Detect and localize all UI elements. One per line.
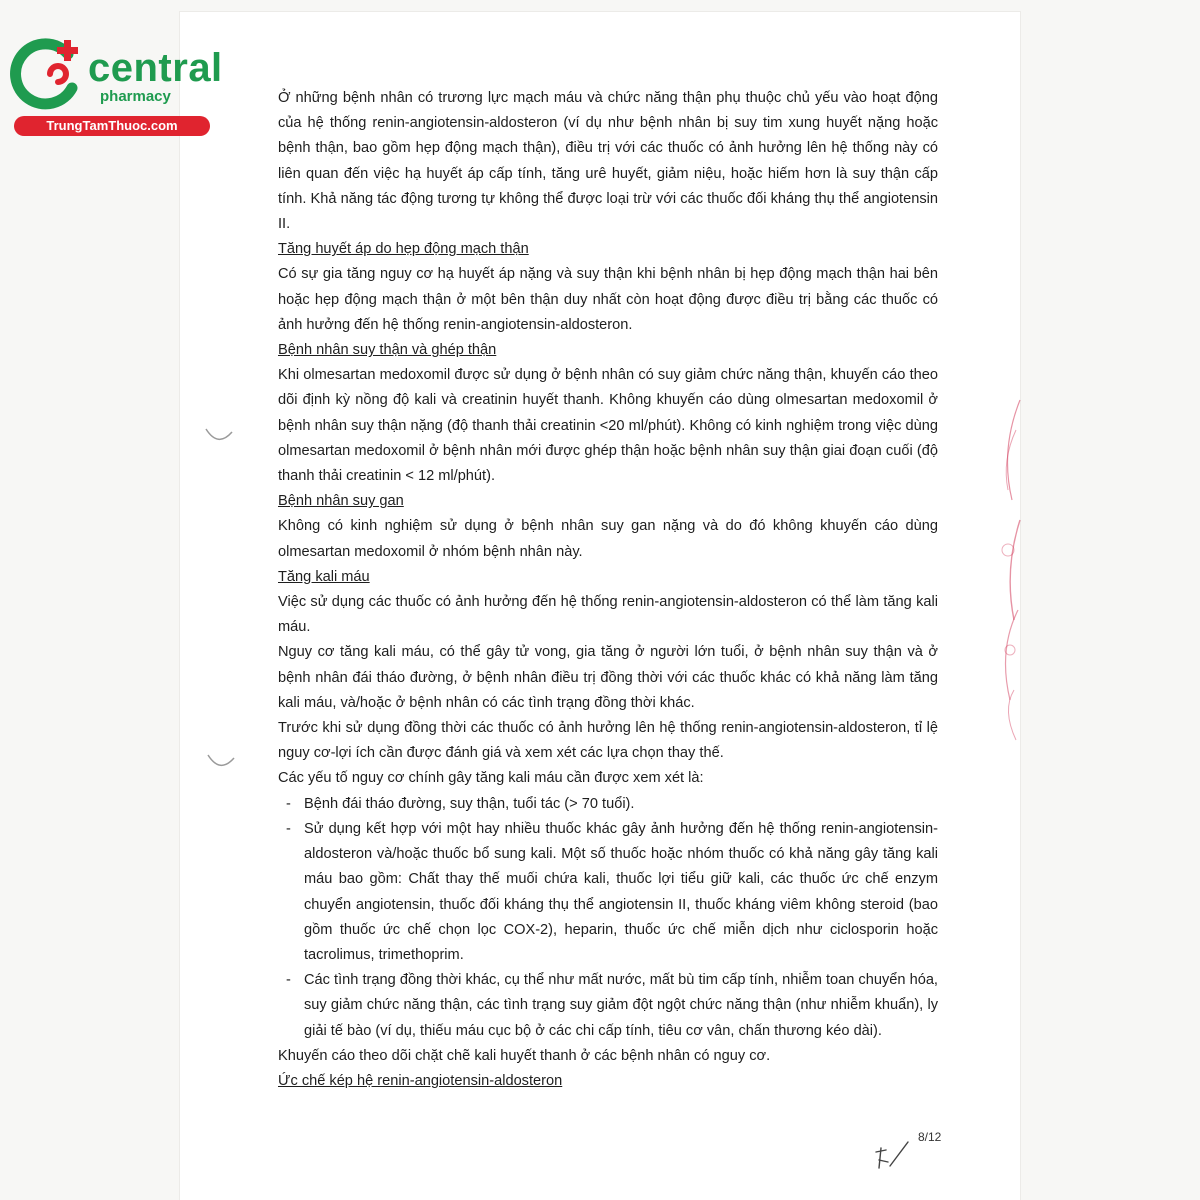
hyperkalemia-paragraph: Nguy cơ tăng kali máu, có thể gây tử vong, gia tăng ở người lớn tuổi, ở bệnh nhân suy thận và ở bệnh nhân đái tháo đường, ở bệnh nhân điều trị đồng thời với các thuốc khác có khả năng làm tăng kali máu, và/hoặc ở bệnh nhân có các tình trạng đồng thời khác. [278,644,938,711]
intro-paragraph: Ở những bệnh nhân có trương lực mạch máu và chức năng thận phụ thuộc chủ yếu vào hoạt động của hệ thống renin-angiotensin-aldosteron (ví dụ như bệnh nhân bị suy tim xung huyết nặng hoặc bệnh thận, bao gồm hẹp động mạch thận), điều trị với các thuốc có ảnh hưởng lên hệ thống này có liên quan đến việc hạ huyết áp cấp tính, tăng urê huyết, giảm niệu, hoặc hiếm hơn là suy thận cấp tính. Khả năng tác động tương tự không thể được loại trừ với các thuốc đối kháng thụ thể angiotensin II. [278,90,938,233]
risk-factor-list [278,792,938,1044]
logo-brand-text: central [88,46,223,90]
punch-hole-mark [206,752,236,770]
list-item: - Các tình trạng đồng thời khác, cụ thể như mất nước, mất bù tim cấp tính, nhiễm toan chuyển hóa, suy giảm chức năng thận, các tình trạng suy giảm đột ngột chức năng thận (như nhiễm khuẩn), ly giải tế bào (ví dụ, thiếu máu cục bộ ở các chi cấp tính, tiêu cơ vân, chấn thương kéo dài). [278,968,938,1044]
renal-hypertension-paragraph: Có sự gia tăng nguy cơ hạ huyết áp nặng và suy thận khi bệnh nhân bị hẹp động mạch thận hai bên hoặc hẹp động mạch thận ở một bên thận duy nhất còn hoạt động được điều trị bằng các thuốc có ảnh hưởng đến hệ thống renin-angiotensin-aldosteron. [278,266,938,333]
list-item: - Bệnh đái tháo đường, suy thận, tuổi tác (> 70 tuổi). [278,792,938,817]
punch-hole-mark [204,426,234,444]
pharmacy-cross-logo-icon [10,36,90,112]
hyperkalemia-paragraph: Trước khi sử dụng đồng thời các thuốc có ảnh hưởng lên hệ thống renin-angiotensin-aldosteron, tỉ lệ nguy cơ-lợi ích cần được đánh giá và xem xét các lựa chọn thay thế. [278,720,938,762]
document-body [278,86,938,1094]
section-heading-hepatic-impairment: Bệnh nhân suy gan [278,493,404,510]
section-heading-renal-hypertension: Tăng huyết áp do hẹp động mạch thận [278,241,529,258]
monitoring-paragraph: Khuyến cáo theo dõi chặt chẽ kali huyết thanh ở các bệnh nhân có nguy cơ. [278,1047,771,1064]
logo-url-badge[interactable]: TrungTamThuoc.com [14,116,210,136]
page-number: 8/12 [918,1130,942,1144]
section-heading-renal-impairment: Bệnh nhân suy thận và ghép thận [278,342,497,359]
hepatic-impairment-paragraph: Không có kinh nghiệm sử dụng ở bệnh nhân suy gan nặng và do đó không khuyến cáo dùng olmesartan medoxomil ở nhóm bệnh nhân này. [278,518,938,560]
central-pharmacy-logo[interactable] [10,36,223,136]
hyperkalemia-paragraph: Việc sử dụng các thuốc có ảnh hưởng đến hệ thống renin-angiotensin-aldosteron có thể làm tăng kali máu. [278,594,938,636]
list-item: - Sử dụng kết hợp với một hay nhiều thuốc khác gây ảnh hưởng đến hệ thống renin-angiotensin-aldosteron và/hoặc thuốc bổ sung kali. Một số thuốc hoặc nhóm thuốc có khả năng gây tăng kali máu bao gồm: Chất thay thế muối chứa kali, thuốc lợi tiểu giữ kali, các thuốc ức chế enzym chuyển angiotensin, thuốc đối kháng thụ thể angiotensin II, thuốc kháng viêm không steroid (bao gồm thuốc ức chế chọn lọc COX-2), heparin, thuốc ức chế miễn dịch như ciclosporin hoặc tacrolimus, trimethoprim. [278,817,938,968]
renal-impairment-paragraph: Khi olmesartan medoxomil được sử dụng ở bệnh nhân có suy giảm chức năng thận, khuyến cáo theo dõi định kỳ nồng độ kali và creatinin huyết thanh. Không khuyến cáo dùng olmesartan medoxomil ở bệnh nhân suy thận nặng (độ thanh thải creatinin <20 ml/phút). Không có kinh nghiệm trong việc dùng olmesartan medoxomil ở bệnh nhân mới được ghép thận hoặc bệnh nhân suy thận giai đoạn cuối (độ thanh thải creatinin < 12 ml/phút). [278,367,938,485]
seal-stamp-icon [990,390,1030,750]
handwritten-initials-icon [868,1138,914,1174]
logo-sub-text: pharmacy [100,88,171,105]
section-heading-dual-blockade: Ức chế kép hệ renin-angiotensin-aldosteron [278,1072,563,1089]
hyperkalemia-paragraph: Các yếu tố nguy cơ chính gây tăng kali máu cần được xem xét là: [278,770,704,787]
section-heading-hyperkalemia: Tăng kali máu [278,568,370,585]
